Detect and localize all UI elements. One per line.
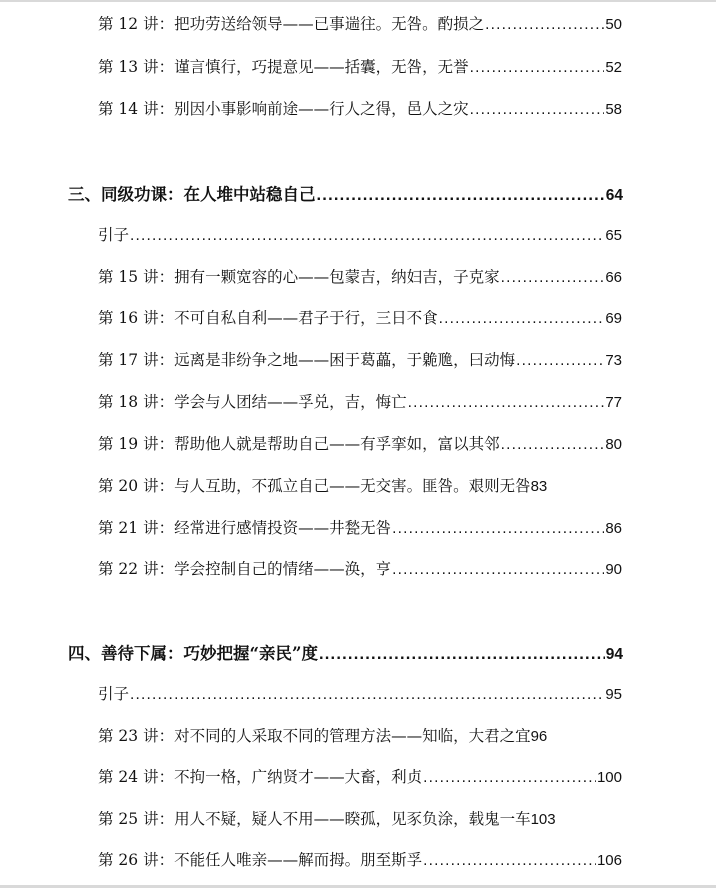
toc-page-number: 66 [605, 269, 622, 286]
toc-entry-19[interactable] [98, 432, 622, 454]
toc-page-number: 100 [596, 769, 622, 786]
toc-entry-18[interactable] [98, 390, 622, 412]
toc-page-number: 58 [605, 101, 622, 118]
toc-entry-14[interactable] [98, 97, 622, 119]
toc-entry-intro[interactable] [98, 682, 622, 704]
toc-entry-label: 第 23 讲：对不同的人采取不同的管理方法——知临，大君之宜 [98, 727, 531, 745]
toc-entry-label: 第 13 讲：谨言慎行，巧提意见——括囊，无咎，无誉 [98, 58, 469, 76]
toc-page-number: 52 [605, 59, 622, 76]
dot-leader [501, 436, 605, 454]
toc-page-number: 80 [605, 436, 622, 453]
page-top-edge [0, 0, 716, 2]
toc-entry-label: 第 26 讲：不能任人唯亲——解而拇。朋至斯孚 [98, 851, 423, 869]
toc-entry-label: 引子 [98, 685, 130, 703]
toc-entry-25[interactable] [98, 807, 643, 829]
toc-entry-24[interactable] [98, 765, 622, 787]
toc-section-title: 三、同级功课：在人堆中站稳自己 [68, 185, 316, 204]
toc-page-number: 86 [605, 520, 622, 537]
toc-section-4-heading[interactable] [68, 640, 623, 664]
toc-page-number: 106 [596, 852, 622, 869]
toc-entry-label: 引子 [98, 226, 130, 244]
toc-entry-label: 第 20 讲：与人互助，不孤立自己——无交害。匪咎。艰则无咎 [98, 477, 531, 495]
dot-leader [392, 561, 604, 579]
toc-entry-17[interactable] [98, 348, 622, 370]
dot-leader [130, 227, 604, 245]
toc-page-number: 83 [530, 478, 548, 495]
dot-leader [439, 310, 605, 328]
toc-page-number: 94 [605, 646, 623, 663]
dot-leader [516, 352, 604, 370]
dot-leader [130, 686, 604, 704]
toc-entry-12[interactable] [98, 12, 622, 34]
toc-page-number: 90 [605, 561, 622, 578]
toc-entry-label: 第 24 讲：不拘一格，广纳贤才——大畜，利贞 [98, 768, 423, 786]
dot-leader [317, 186, 605, 205]
toc-entry-16[interactable] [98, 306, 622, 328]
toc-page-number: 95 [605, 686, 622, 703]
toc-entry-label: 第 25 讲：用人不疑，疑人不用——睽孤，见豕负涂，载鬼一车 [98, 810, 531, 828]
toc-entry-label: 第 22 讲：学会控制自己的情绪——涣，亨 [98, 560, 392, 578]
toc-entry-15[interactable] [98, 265, 622, 287]
toc-entry-label: 第 17 讲：远离是非纷争之地——困于葛藟，于臲卼，曰动悔 [98, 351, 516, 369]
dot-leader [470, 101, 605, 119]
toc-page-number: 64 [605, 187, 623, 204]
dot-leader [408, 394, 605, 412]
toc-entry-20[interactable] [98, 474, 622, 496]
toc-entry-label: 第 15 讲：拥有一颗宽容的心——包蒙吉，纳妇吉，子克家 [98, 268, 500, 286]
toc-section-title: 四、善待下属：巧妙把握“亲民”度 [68, 644, 318, 663]
toc-entry-intro[interactable] [98, 223, 622, 245]
toc-page-number: 65 [605, 227, 622, 244]
toc-page-number: 69 [605, 310, 622, 327]
toc-page-number: 50 [605, 16, 622, 33]
dot-leader [470, 59, 605, 77]
dot-leader [423, 852, 596, 870]
dot-leader [392, 520, 604, 538]
toc-entry-23[interactable] [98, 724, 622, 746]
toc-entry-26[interactable] [98, 848, 622, 870]
toc-page-number: 103 [530, 811, 556, 828]
toc-entry-label: 第 16 讲：不可自私自利——君子于行，三日不食 [98, 309, 438, 327]
toc-entry-label: 第 18 讲：学会与人团结——孚兑，吉，悔亡 [98, 393, 407, 411]
dot-leader [501, 269, 605, 287]
toc-entry-label: 第 19 讲：帮助他人就是帮助自己——有孚挛如，富以其邻 [98, 435, 500, 453]
dot-leader [485, 16, 604, 34]
toc-entry-22[interactable] [98, 557, 622, 579]
toc-section-3-heading[interactable] [68, 181, 623, 205]
toc-entry-label: 第 21 讲：经常进行感情投资——井甃无咎 [98, 519, 392, 537]
toc-entry-21[interactable] [98, 516, 622, 538]
toc-entry-13[interactable] [98, 55, 622, 77]
toc-entry-label: 第 12 讲：把功劳送给领导——已事遄往。无咎。酌损之 [98, 15, 485, 33]
dot-leader [423, 769, 596, 787]
toc-page-number: 77 [605, 394, 622, 411]
toc-page-number: 96 [530, 728, 548, 745]
toc-page-number: 73 [605, 352, 622, 369]
dot-leader [319, 645, 605, 664]
toc-entry-label: 第 14 讲：别因小事影响前途——行人之得，邑人之灾 [98, 100, 469, 118]
